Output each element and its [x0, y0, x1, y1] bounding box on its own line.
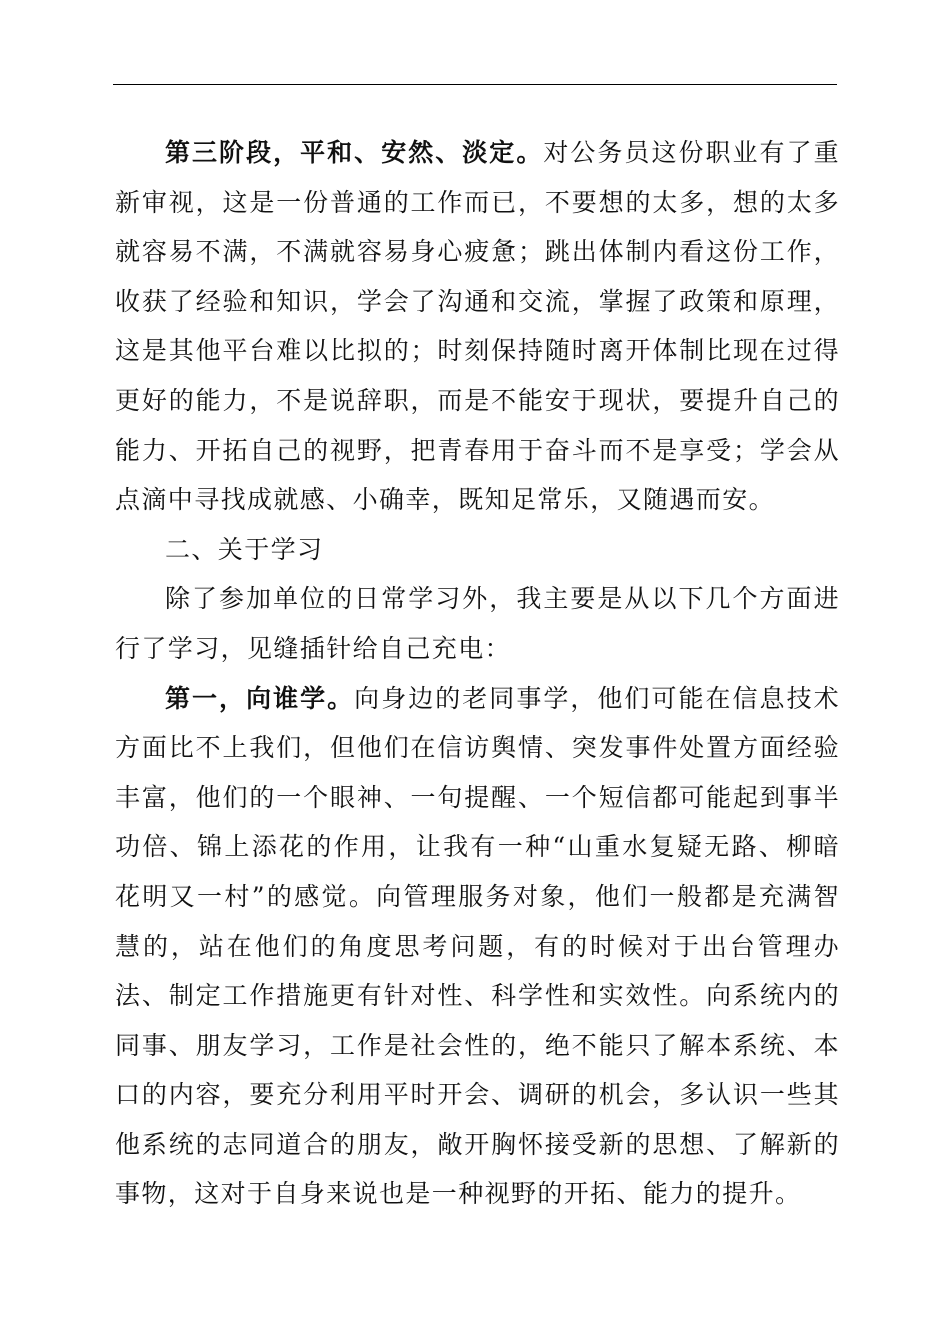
- section-heading: 二、关于学习: [165, 534, 324, 564]
- document-body: [115, 128, 840, 1219]
- paragraph-text: 对公务员这份职业有了重新审视，这是一份普通的工作而已，不要想的太多，想的太多就容易不满，不满就容易身心疲惫；跳出体制内看这份工作，收获了经验和知识，学会了沟通和交流，掌握了政策和原理，这是其他平台难以比拟的；时刻保持随时离开体制比现在过得更好的能力，不是说辞职，而是不能安于现状，要提升自己的能力、开拓自己的视野，把青春用于奋斗而不是享受；学会从点滴中寻找成就感、小确幸，既知足常乐，又随遇而安。: [115, 138, 840, 515]
- header-rule: [113, 84, 837, 85]
- paragraph-lead: 第三阶段，平和、安然、淡定。: [165, 138, 544, 167]
- paragraph-learn-from-whom: [115, 674, 840, 1220]
- paragraph-lead: 第一，向谁学。: [165, 683, 355, 713]
- paragraph-intro: 除了参加单位的日常学习外，我主要是从以下几个方面进行了学习，见缝插针给自己充电：: [115, 584, 840, 663]
- paragraph-stage-three: [115, 128, 840, 525]
- paragraph-text: 向身边的老同事学，他们可能在信息技术方面比不上我们，但他们在信访舆情、突发事件处置方面经验丰富，他们的一个眼神、一句提醒、一个短信都可能起到事半功倍、锦上添花的作用，让我有一种“山重水复疑无路、柳暗花明又一村”的感觉。向管理服务对象，他们一般都是充满智慧的，站在他们的角度思考问题，有的时候对于出台管理办法、制定工作措施更有针对性、科学性和实效性。向系统内的同事、朋友学习，工作是社会性的，绝不能只了解本系统、本口的内容，要充分利用平时开会、调研的机会，多认识一些其他系统的志同道合的朋友，敞开胸怀接受新的思想、了解新的事物，这对于自身来说也是一种视野的开拓、能力的提升。: [115, 683, 840, 1209]
